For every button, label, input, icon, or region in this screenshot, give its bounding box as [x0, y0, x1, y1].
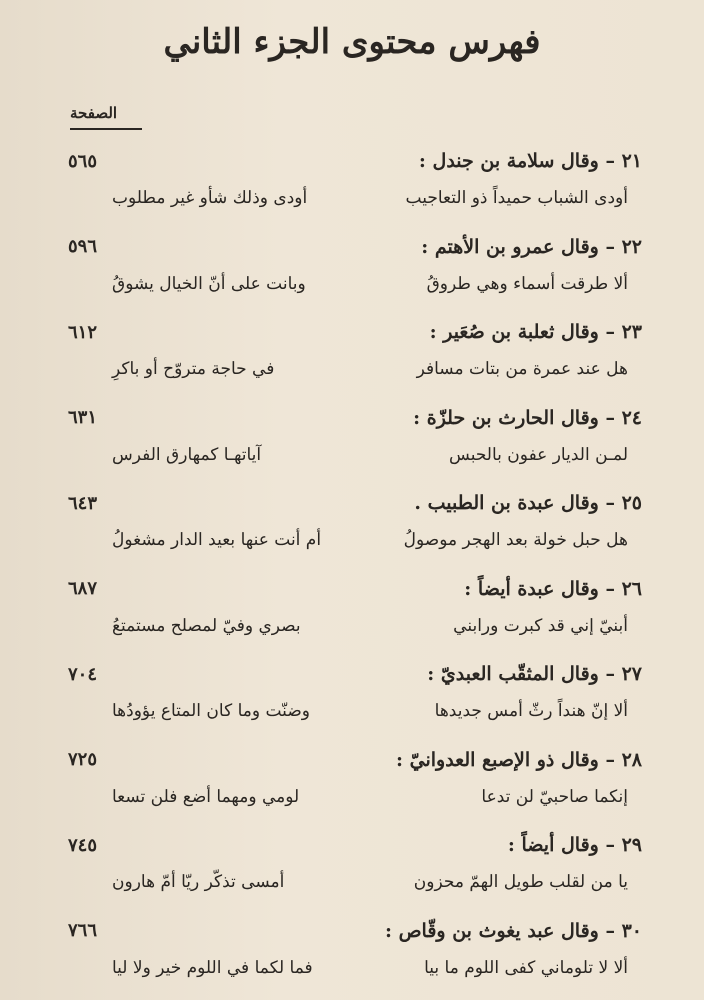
entry-page-number: ٦٨٧: [68, 578, 98, 599]
index-entry: [68, 395, 642, 481]
entry-heading: ٢٤ – وقال الحارث بن حلزّة :: [413, 406, 642, 429]
entry-heading: ٢٨ – وقال ذو الإصبع العدوانيّ :: [396, 748, 642, 771]
index-entry: [68, 224, 642, 310]
page-title: فهرس محتوى الجزء الثاني: [163, 22, 541, 62]
index-entry: [68, 138, 642, 224]
entry-hemistich-2: آياتهـا كمهارق الفرس: [112, 444, 262, 465]
entry-hemistich-2: فما لكما في اللوم خير ولا ليا: [112, 957, 313, 978]
entry-hemistich-1: لمـن الديار عفون بالحبس: [449, 444, 628, 465]
entry-hemistich-1: ألا طرقت أسماء وهي طروقُ: [426, 273, 628, 294]
entry-hemistich-2: أم أنت عنها بعيد الدار مشغولُ: [112, 530, 322, 550]
entry-hemistich-1: هل حبل خولة بعد الهجر موصولُ: [403, 530, 628, 550]
entry-hemistich-2: بصري وفيّ لمصلح مستمتعُ: [112, 615, 301, 636]
index-entry: [68, 908, 642, 994]
entry-hemistich-1: إنكما صاحبيّ لن تدعا: [481, 786, 628, 807]
entry-heading: ٢٩ – وقال أيضاً :: [507, 834, 642, 856]
entry-hemistich-2: وبانت على أنّ الخيال يشوقُ: [112, 273, 306, 294]
entry-hemistich-2: أمسى تذكّر ريّا أمّ هارون: [112, 872, 285, 892]
entry-page-number: ٦٣١: [68, 407, 98, 428]
index-entry: [68, 651, 642, 737]
entry-page-number: ٦٤٣: [68, 492, 98, 514]
page-column-rule: [70, 128, 142, 130]
entry-heading: ٢٦ – وقال عبدة أيضاً :: [464, 577, 642, 600]
entry-heading: ٢١ – وقال سلامة بن جندل :: [418, 150, 642, 172]
entry-hemistich-1: أودى الشباب حميداً ذو التعاجيب: [405, 188, 628, 208]
entry-hemistich-1: أبنيّ إني قد كبرت ورابني: [453, 615, 628, 636]
index-entry: [68, 822, 642, 908]
entry-hemistich-1: يا من لقلب طويل الهمّ محزون: [413, 872, 628, 892]
entry-page-number: ٦١٢: [68, 321, 98, 343]
index-entries: [68, 138, 642, 993]
index-entry: [68, 566, 642, 652]
entry-heading: ٣٠ – وقال عبد يغوث بن وقّاص :: [384, 919, 642, 942]
entry-page-number: ٧٤٥: [68, 834, 98, 856]
entry-page-number: ٧٢٥: [68, 749, 98, 770]
entry-heading: ٢٢ – وقال عمرو بن الأهتم :: [421, 235, 642, 258]
page-column-label: الصفحة: [70, 104, 118, 122]
entry-heading: ٢٥ – وقال عبدة بن الطبيب .: [414, 492, 642, 514]
entry-page-number: ٧٠٤: [68, 663, 98, 685]
entry-hemistich-2: وضنّت وما كان المتاع يؤودُها: [112, 701, 310, 721]
entry-hemistich-1: ألا إنّ هنداً رثّ أمس جديدها: [434, 701, 628, 721]
entry-hemistich-1: ألا لا تلوماني كفى اللوم ما بيا: [424, 957, 628, 978]
entry-hemistich-2: في حاجة متروّح أو باكرِ: [112, 359, 275, 379]
entry-heading: ٢٧ – وقال المثقّب العبديّ :: [427, 663, 642, 685]
entry-page-number: ٥٦٥: [68, 150, 98, 172]
entry-hemistich-1: هل عند عمرة من بتات مسافر: [416, 359, 628, 379]
entry-hemistich-2: أودى وذلك شأو غير مطلوب: [112, 188, 308, 208]
entry-page-number: ٧٦٦: [68, 920, 98, 941]
entry-heading: ٢٣ – وقال ثعلبة بن صُعَير :: [429, 321, 642, 343]
index-entry: [68, 737, 642, 823]
entry-page-number: ٥٩٦: [68, 236, 98, 257]
index-entry: [68, 480, 642, 566]
index-entry: [68, 309, 642, 395]
entry-hemistich-2: لومي ومهما أضع فلن تسعا: [112, 786, 300, 807]
